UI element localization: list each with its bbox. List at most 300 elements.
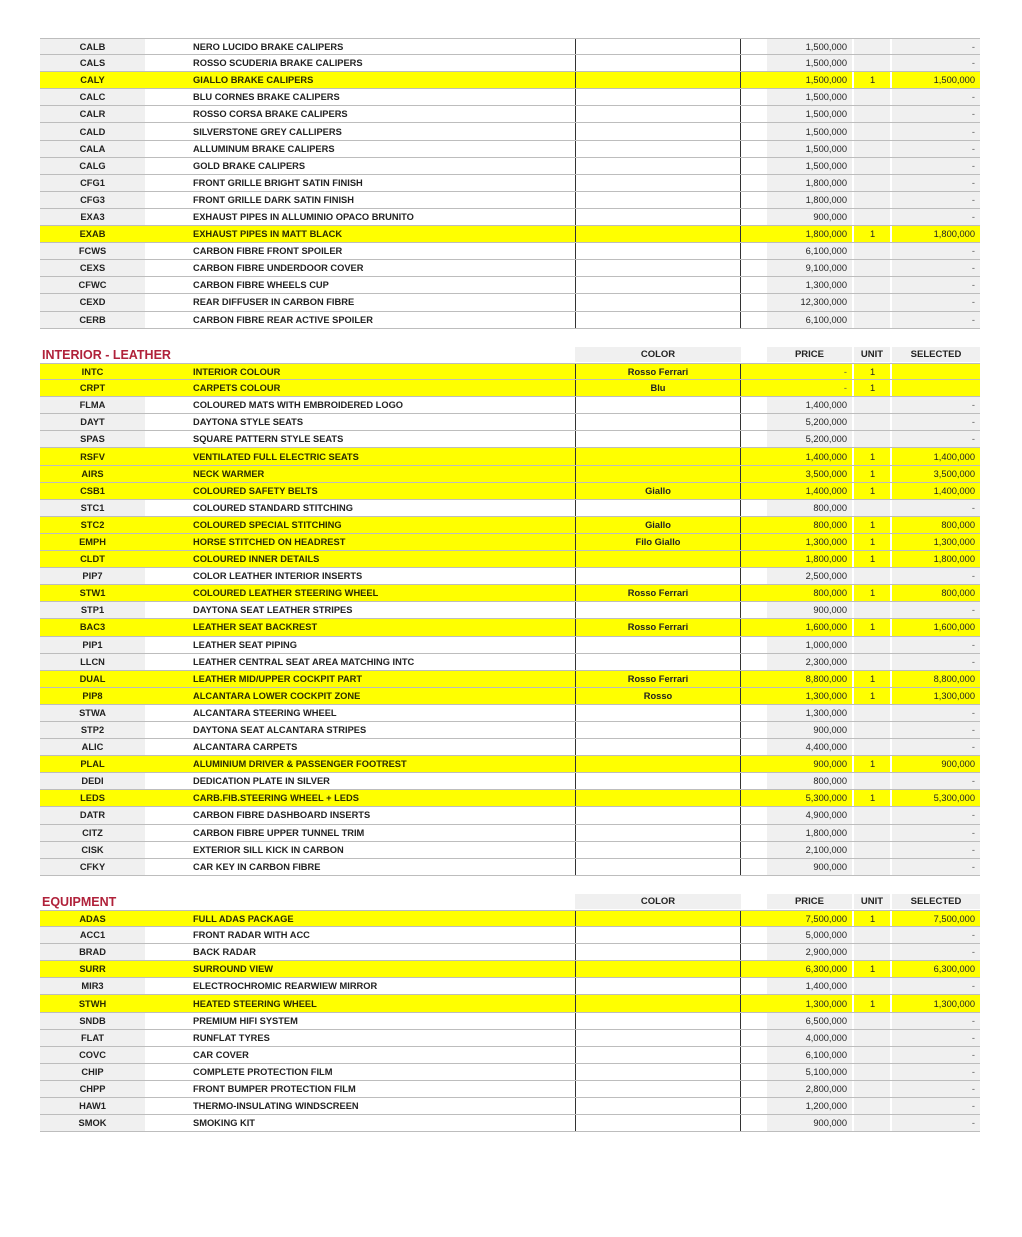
option-row-cfg1[interactable] [40,175,980,192]
option-unit[interactable] [854,825,890,841]
option-selected-total: 1,300,000 [892,995,980,1011]
option-row-llcn[interactable] [40,654,980,671]
option-row-pip1[interactable] [40,637,980,654]
option-code: BAC3 [40,619,145,635]
option-row-dual[interactable] [40,671,980,688]
option-unit[interactable]: 1 [854,961,890,977]
option-row-haw1[interactable] [40,1098,980,1115]
option-row-calr[interactable] [40,106,980,123]
gap [741,1081,767,1097]
option-description: CAR COVER [193,1049,249,1060]
option-description: COLOURED MATS WITH EMBROIDERED LOGO [193,400,404,411]
option-row-stp1[interactable] [40,602,980,619]
option-price: 2,900,000 [767,944,852,960]
option-row-brad[interactable] [40,944,980,961]
option-color[interactable] [575,551,741,567]
option-row-cals[interactable] [40,55,980,72]
option-unit[interactable]: 1 [854,619,890,635]
option-unit[interactable] [854,1013,890,1029]
option-unit[interactable]: 1 [854,72,890,88]
option-code: AIRS [40,466,145,482]
option-code: STWH [40,995,145,1011]
option-unit[interactable] [854,260,890,276]
option-code: FCWS [40,243,145,259]
option-unit[interactable] [854,39,890,54]
gap [741,859,767,875]
option-row-pip7[interactable] [40,568,980,585]
option-description: DAYTONA SEAT ALCANTARA STRIPES [193,725,367,736]
option-color[interactable] [575,106,741,122]
option-code: CALG [40,158,145,174]
gap [741,773,767,789]
option-unit[interactable]: 1 [854,551,890,567]
option-color[interactable] [575,756,741,772]
option-code: CSB1 [40,483,145,499]
option-unit[interactable] [854,944,890,960]
option-selected-total: - [892,414,980,430]
option-color[interactable] [575,277,741,293]
option-unit[interactable] [854,209,890,225]
option-color[interactable] [575,790,741,806]
option-price: 2,300,000 [767,654,852,670]
gap [741,551,767,567]
gap [741,1013,767,1029]
option-color[interactable] [575,175,741,191]
option-description: DAYTONA STYLE SEATS [193,417,304,428]
option-color[interactable] [575,466,741,482]
option-row-flat[interactable] [40,1030,980,1047]
gap [741,226,767,242]
option-unit[interactable]: 1 [854,534,890,550]
option-selected-total: 900,000 [892,756,980,772]
option-row-cald[interactable] [40,123,980,140]
option-color[interactable] [575,842,741,858]
option-color[interactable]: Blu [575,380,741,396]
option-price: 5,000,000 [767,927,852,943]
option-unit[interactable] [854,89,890,105]
option-unit[interactable]: 1 [854,466,890,482]
column-header-price: PRICE [767,894,852,909]
option-unit[interactable] [854,842,890,858]
option-description: EXTERIOR SILL KICK IN CARBON [193,844,344,855]
column-header-unit: UNIT [854,894,890,909]
option-color[interactable] [575,55,741,71]
gap [741,380,767,396]
option-unit[interactable] [854,106,890,122]
option-row-flma[interactable] [40,397,980,414]
option-color[interactable]: Rosso Ferrari [575,619,741,635]
option-code: MIR3 [40,978,145,994]
option-unit[interactable] [854,637,890,653]
option-description: CARBON FIBRE UPPER TUNNEL TRIM [193,827,365,838]
option-color[interactable] [575,961,741,977]
option-unit[interactable]: 1 [854,671,890,687]
option-row-cerb[interactable] [40,312,980,329]
option-selected-total: - [892,209,980,225]
option-color[interactable] [575,568,741,584]
option-unit[interactable] [854,773,890,789]
option-unit[interactable] [854,602,890,618]
option-description: RUNFLAT TYRES [193,1032,270,1043]
option-price: 1,500,000 [767,72,852,88]
option-color[interactable] [575,500,741,516]
option-unit[interactable] [854,739,890,755]
option-color[interactable] [575,158,741,174]
option-price: 1,800,000 [767,226,852,242]
option-unit[interactable] [854,55,890,71]
option-row-bac3[interactable] [40,619,980,636]
column-header-price: PRICE [767,347,852,362]
option-selected-total: - [892,55,980,71]
option-color[interactable] [575,397,741,413]
option-row-spas[interactable] [40,431,980,448]
option-unit[interactable] [854,1098,890,1114]
option-unit[interactable]: 1 [854,995,890,1011]
option-row-stc2[interactable] [40,517,980,534]
option-description: ALUMINIUM DRIVER & PASSENGER FOOTREST [193,759,407,770]
option-color[interactable] [575,1115,741,1131]
column-header-selected: SELECTED [892,894,980,909]
option-code: EXA3 [40,209,145,225]
option-price: 4,000,000 [767,1030,852,1046]
option-row-citz[interactable] [40,825,980,842]
option-row-emph[interactable] [40,534,980,551]
option-code: CERB [40,312,145,328]
option-row-cldt[interactable] [40,551,980,568]
option-color[interactable] [575,294,741,310]
option-unit[interactable]: 1 [854,364,890,379]
option-unit[interactable] [854,175,890,191]
option-row-cfg3[interactable] [40,192,980,209]
option-row-rsfv[interactable] [40,448,980,465]
option-unit[interactable]: 1 [854,448,890,464]
option-selected-total: - [892,859,980,875]
option-code: PLAL [40,756,145,772]
option-price: 6,100,000 [767,243,852,259]
option-row-caly[interactable] [40,72,980,89]
option-color[interactable]: Rosso [575,688,741,704]
option-color[interactable]: Giallo [575,483,741,499]
option-color[interactable] [575,192,741,208]
option-selected-total: - [892,106,980,122]
option-color[interactable] [575,431,741,447]
option-color[interactable] [575,1013,741,1029]
option-unit[interactable] [854,414,890,430]
option-row-pip8[interactable] [40,688,980,705]
option-unit[interactable]: 1 [854,911,890,926]
option-row-adas[interactable] [40,910,980,927]
gap [741,466,767,482]
option-price: 1,400,000 [767,978,852,994]
option-row-stwa[interactable] [40,705,980,722]
option-row-sndb[interactable] [40,1013,980,1030]
option-color[interactable] [575,773,741,789]
option-unit[interactable] [854,192,890,208]
gap [741,637,767,653]
option-color[interactable]: Rosso Ferrari [575,671,741,687]
option-description: ALCANTARA STEERING WHEEL [193,707,337,718]
option-unit[interactable] [854,158,890,174]
option-color[interactable]: Filo Giallo [575,534,741,550]
option-unit[interactable]: 1 [854,380,890,396]
option-selected-total: - [892,243,980,259]
option-color[interactable] [575,978,741,994]
option-unit[interactable] [854,243,890,259]
option-code: PIP7 [40,568,145,584]
option-color[interactable] [575,209,741,225]
option-price: 5,200,000 [767,414,852,430]
option-code: PIP8 [40,688,145,704]
option-row-crpt[interactable] [40,380,980,397]
option-row-cisk[interactable] [40,842,980,859]
option-unit[interactable]: 1 [854,756,890,772]
option-unit[interactable] [854,123,890,139]
option-unit[interactable] [854,312,890,328]
option-color[interactable] [575,722,741,738]
option-row-cfky[interactable] [40,859,980,876]
option-unit[interactable]: 1 [854,585,890,601]
option-unit[interactable] [854,1115,890,1131]
option-color[interactable] [575,859,741,875]
option-row-cfwc[interactable] [40,277,980,294]
option-code: CALC [40,89,145,105]
option-code: DEDI [40,773,145,789]
option-code: ACC1 [40,927,145,943]
option-selected-total: - [892,739,980,755]
option-description: NERO LUCIDO BRAKE CALIPERS [193,41,344,52]
option-code: STP1 [40,602,145,618]
option-selected-total: 1,400,000 [892,483,980,499]
option-color[interactable] [575,602,741,618]
option-color[interactable] [575,825,741,841]
option-color[interactable] [575,654,741,670]
option-unit[interactable]: 1 [854,483,890,499]
option-unit[interactable] [854,1030,890,1046]
option-color[interactable] [575,1081,741,1097]
option-row-acc1[interactable] [40,927,980,944]
option-price: 800,000 [767,517,852,533]
option-selected-total: - [892,260,980,276]
option-price: 1,300,000 [767,277,852,293]
option-color[interactable] [575,705,741,721]
option-row-calb[interactable] [40,38,980,55]
option-description: BACK RADAR [193,947,257,958]
option-selected-total: - [892,807,980,823]
option-row-plal[interactable] [40,756,980,773]
option-unit[interactable] [854,431,890,447]
option-code: CALR [40,106,145,122]
option-color[interactable] [575,739,741,755]
gap [741,825,767,841]
option-color[interactable] [575,448,741,464]
option-row-surr[interactable] [40,961,980,978]
option-color[interactable] [575,260,741,276]
option-selected-total: 800,000 [892,517,980,533]
option-color[interactable] [575,1030,741,1046]
option-price: 900,000 [767,209,852,225]
option-color[interactable] [575,995,741,1011]
gap [741,158,767,174]
option-unit[interactable] [854,807,890,823]
option-unit[interactable]: 1 [854,226,890,242]
option-unit[interactable] [854,654,890,670]
option-description: FRONT GRILLE DARK SATIN FINISH [193,194,354,205]
option-unit[interactable] [854,927,890,943]
option-unit[interactable]: 1 [854,517,890,533]
option-row-chip[interactable] [40,1064,980,1081]
option-code: CALB [40,39,145,54]
option-unit[interactable] [854,1047,890,1063]
option-color[interactable] [575,911,741,926]
option-unit[interactable] [854,294,890,310]
gap [741,364,767,379]
option-row-calc[interactable] [40,89,980,106]
option-price: 9,100,000 [767,260,852,276]
option-unit[interactable] [854,568,890,584]
gap [741,397,767,413]
option-description: CARPETS COLOUR [193,383,281,394]
gap [741,431,767,447]
option-selected-total: - [892,705,980,721]
option-row-stw1[interactable] [40,585,980,602]
option-description: PREMIUM HIFI SYSTEM [193,1015,298,1026]
option-description: ALCANTARA LOWER COCKPIT ZONE [193,690,361,701]
gap [741,944,767,960]
option-code: FLMA [40,397,145,413]
option-selected-total: - [892,842,980,858]
option-unit[interactable] [854,1064,890,1080]
option-color[interactable] [575,123,741,139]
option-row-stwh[interactable] [40,995,980,1012]
option-code: CALS [40,55,145,71]
option-price: 1,500,000 [767,141,852,157]
option-color[interactable]: Rosso Ferrari [575,364,741,379]
option-unit[interactable] [854,1081,890,1097]
option-color[interactable] [575,1047,741,1063]
option-unit[interactable] [854,705,890,721]
option-row-intc[interactable] [40,363,980,380]
gap [741,312,767,328]
option-color[interactable] [575,944,741,960]
option-selected-total: - [892,654,980,670]
option-color[interactable] [575,39,741,54]
option-unit[interactable]: 1 [854,790,890,806]
option-row-exa3[interactable] [40,209,980,226]
option-color[interactable] [575,637,741,653]
option-color[interactable] [575,1098,741,1114]
option-code: DAYT [40,414,145,430]
option-color[interactable] [575,89,741,105]
option-code: CALD [40,123,145,139]
option-row-dayt[interactable] [40,414,980,431]
option-price: 1,500,000 [767,39,852,54]
gap [741,39,767,54]
option-unit[interactable] [854,397,890,413]
option-row-chpp[interactable] [40,1081,980,1098]
option-unit[interactable]: 1 [854,688,890,704]
option-selected-total: - [892,89,980,105]
option-color[interactable] [575,414,741,430]
option-price: 1,400,000 [767,397,852,413]
option-row-csb1[interactable] [40,483,980,500]
option-row-airs[interactable] [40,466,980,483]
option-unit[interactable] [854,500,890,516]
option-unit[interactable] [854,277,890,293]
option-selected-total: 1,300,000 [892,534,980,550]
option-color[interactable] [575,807,741,823]
option-unit[interactable] [854,141,890,157]
gap [741,1047,767,1063]
option-row-calg[interactable] [40,158,980,175]
option-code: CITZ [40,825,145,841]
option-row-cexs[interactable] [40,260,980,277]
option-row-exab[interactable] [40,226,980,243]
option-color[interactable] [575,141,741,157]
option-color[interactable] [575,226,741,242]
option-color[interactable] [575,927,741,943]
option-price: 1,300,000 [767,534,852,550]
column-header-color: COLOR [575,894,741,909]
option-price: 4,900,000 [767,807,852,823]
option-color[interactable] [575,72,741,88]
option-description: ALLUMINUM BRAKE CALIPERS [193,143,335,154]
option-row-cala[interactable] [40,141,980,158]
option-color[interactable]: Giallo [575,517,741,533]
option-code: STP2 [40,722,145,738]
option-selected-total [892,380,980,396]
option-selected-total: - [892,978,980,994]
option-row-alic[interactable] [40,739,980,756]
option-row-stp2[interactable] [40,722,980,739]
option-row-smok[interactable] [40,1115,980,1132]
gap [741,619,767,635]
option-row-stc1[interactable] [40,500,980,517]
option-unit[interactable] [854,722,890,738]
gap [741,209,767,225]
gap [741,995,767,1011]
option-row-dedi[interactable] [40,773,980,790]
gap [741,55,767,71]
option-code: CEXS [40,260,145,276]
gap [741,192,767,208]
option-color[interactable] [575,1064,741,1080]
option-row-mir3[interactable] [40,978,980,995]
option-price: - [767,380,852,396]
option-selected-total: - [892,773,980,789]
option-color[interactable] [575,243,741,259]
gap [741,534,767,550]
option-color[interactable]: Rosso Ferrari [575,585,741,601]
option-price: 1,400,000 [767,448,852,464]
option-code: CRPT [40,380,145,396]
option-color[interactable] [575,312,741,328]
option-row-leds[interactable] [40,790,980,807]
option-row-covc[interactable] [40,1047,980,1064]
option-price: 5,200,000 [767,431,852,447]
gap [741,807,767,823]
option-unit[interactable] [854,978,890,994]
option-price: - [767,364,852,379]
section-title: INTERIOR - LEATHER [42,348,171,362]
option-unit[interactable] [854,859,890,875]
option-code: RSFV [40,448,145,464]
option-row-cexd[interactable] [40,294,980,311]
option-price: 1,500,000 [767,158,852,174]
option-description: COLOURED STANDARD STITCHING [193,502,353,513]
option-price: 900,000 [767,1115,852,1131]
option-row-fcws[interactable] [40,243,980,260]
option-row-datr[interactable] [40,807,980,824]
